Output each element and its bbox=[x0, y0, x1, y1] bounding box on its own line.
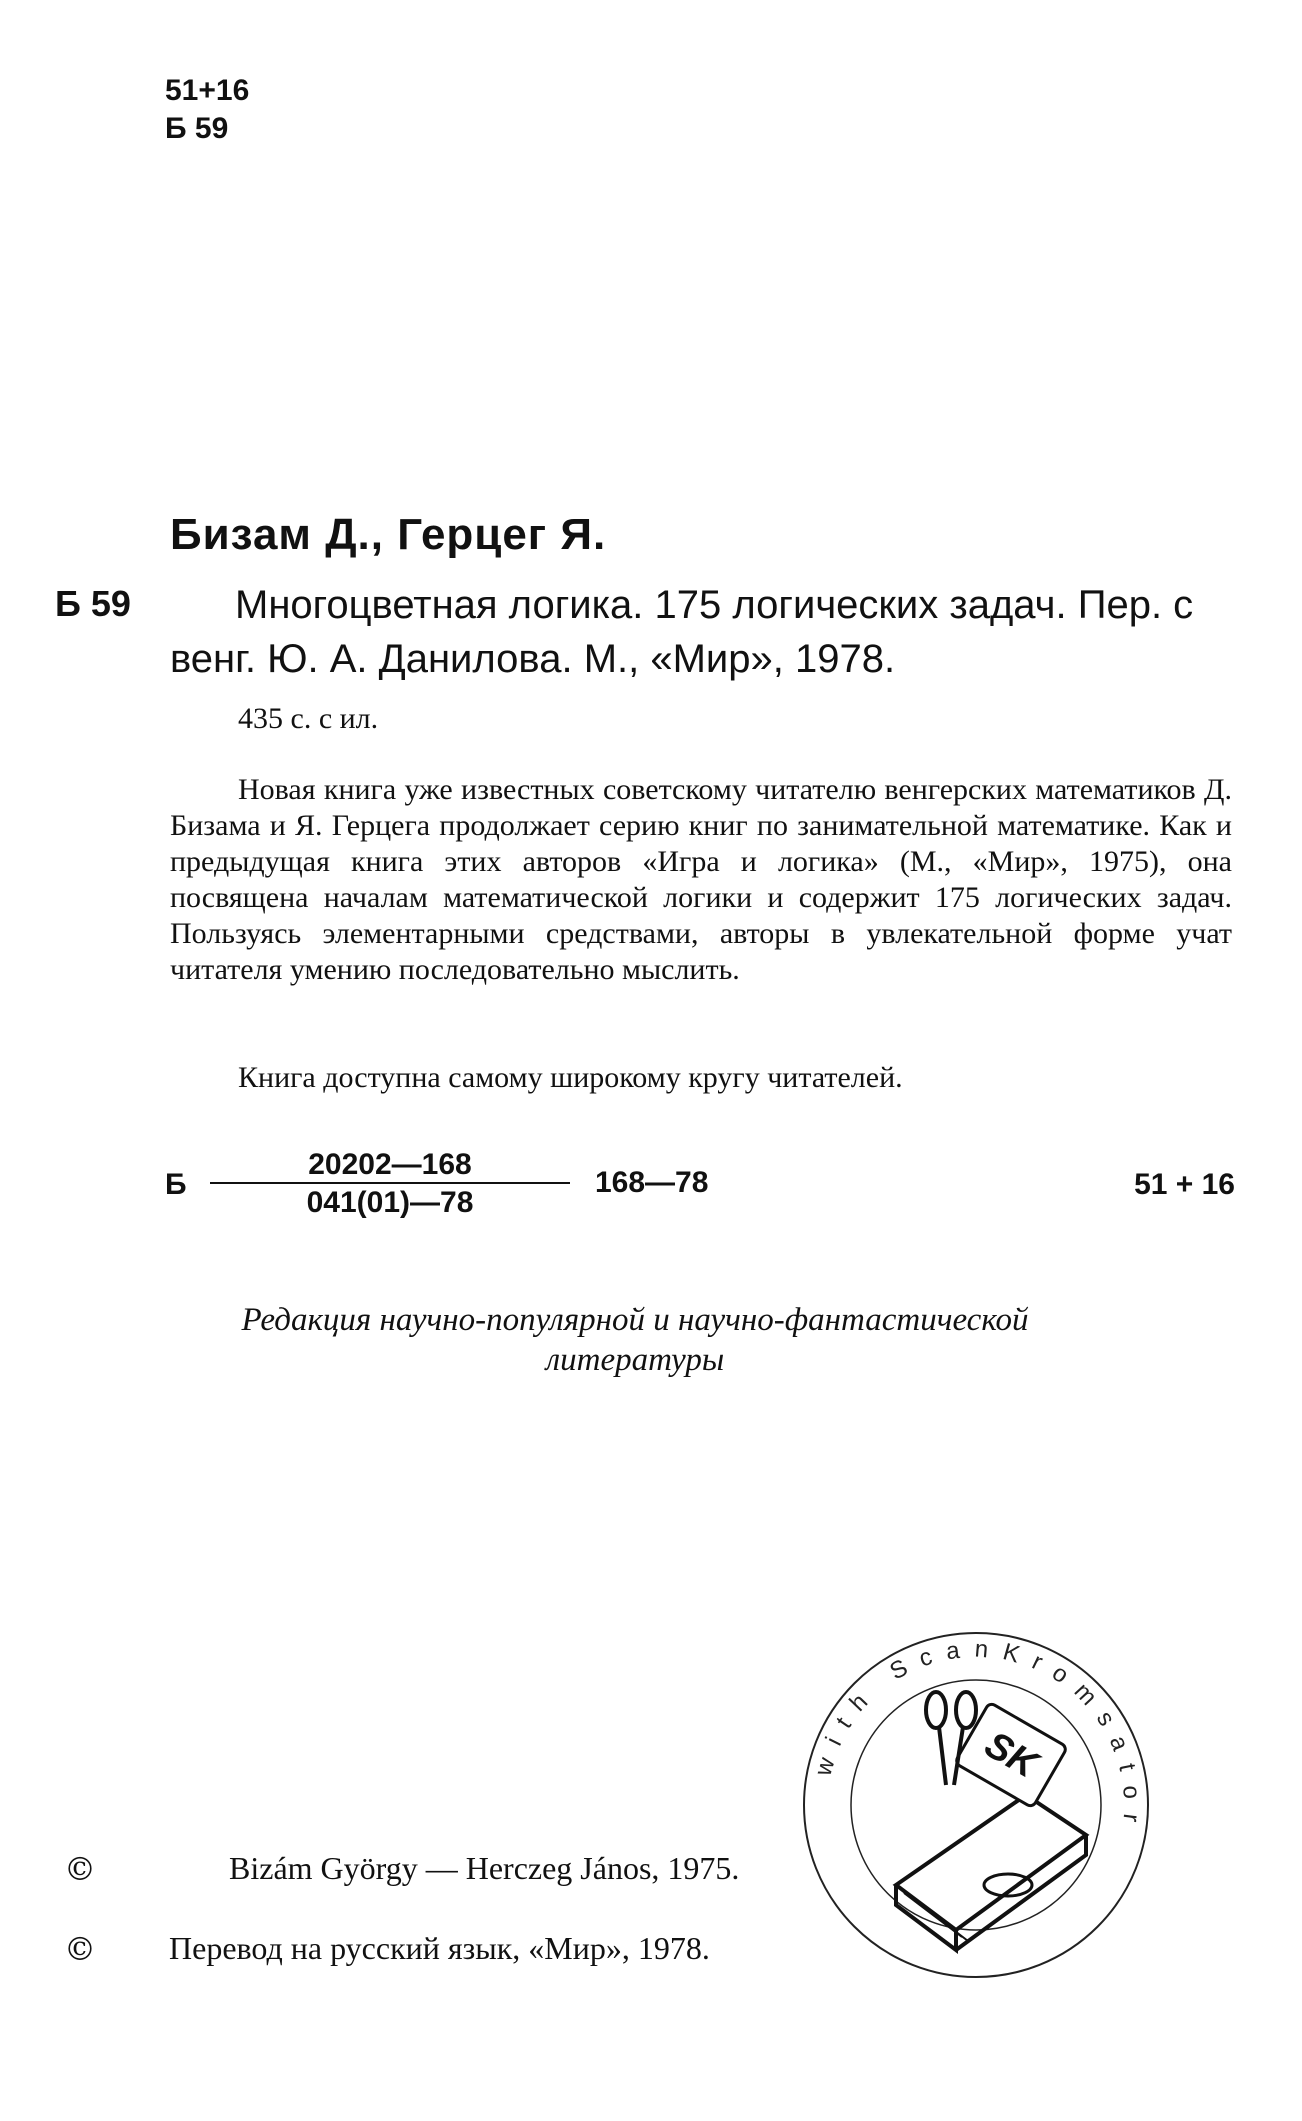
editorial-office: Редакция научно-популярной и научно-фантастической литературы bbox=[241, 1302, 1029, 1378]
badge-box bbox=[955, 1702, 1068, 1808]
book-title-block: Многоцветная логика. 175 логических задач. Пер. с венг. Ю. А. Данилова. М., «Мир», 1978. bbox=[170, 583, 1194, 681]
copyright-icon: © bbox=[64, 1850, 96, 1888]
copyright-icon: © bbox=[64, 1930, 96, 1968]
annotation-audience: Книга доступна самому широкому кругу читателей. bbox=[238, 1061, 903, 1094]
annotation-paragraph: Новая книга уже известных советскому читателю венгерских математиков Д. Бизама и Я. Герцега продолжает серию книг по занимательной математике. Как и предыдущая книга этих авторов «Игра и логика» (М., «Мир», 1975), она посвящена началам математической логики и содержит 175 логических задач. Пользуясь элементарными средствами, авторы в увлекательной форме учат читателя умению последовательно мыслить. bbox=[170, 773, 1232, 986]
code-numerator: 20202—168 bbox=[210, 1148, 570, 1184]
catalog-code: Б 59 bbox=[55, 583, 131, 624]
copyright-translation-text: Перевод на русский язык, «Мир», 1978. bbox=[169, 1930, 710, 1966]
copyright-original bbox=[64, 1850, 740, 1888]
code-right: 51 + 16 bbox=[1134, 1168, 1235, 1201]
stamp-outer-ring bbox=[804, 1633, 1148, 1977]
book-authors: Бизам Д., Герцег Я. bbox=[170, 510, 607, 559]
page-count: 435 с. с ил. bbox=[238, 702, 379, 735]
code-fraction bbox=[210, 1148, 570, 1220]
udc-line-1: 51+16 bbox=[165, 74, 250, 107]
code-denominator: 041(01)—78 bbox=[306, 1186, 474, 1219]
book-icon bbox=[896, 1795, 1086, 1950]
code-middle: 168—78 bbox=[595, 1166, 709, 1199]
copyright-translation bbox=[64, 1930, 710, 1968]
udc-index bbox=[165, 72, 249, 148]
copyright-original-text: Bizám György — Herczeg János, 1975. bbox=[229, 1850, 740, 1886]
stamp-badge-text: SK bbox=[977, 1723, 1045, 1787]
scan-watermark-stamp bbox=[796, 1625, 1156, 1985]
library-code-row bbox=[165, 1148, 1235, 1228]
code-prefix: Б bbox=[165, 1168, 187, 1201]
udc-line-2: Б 59 bbox=[165, 112, 229, 145]
stamp-ring-text: with ScanKromsator bbox=[809, 1635, 1146, 1838]
